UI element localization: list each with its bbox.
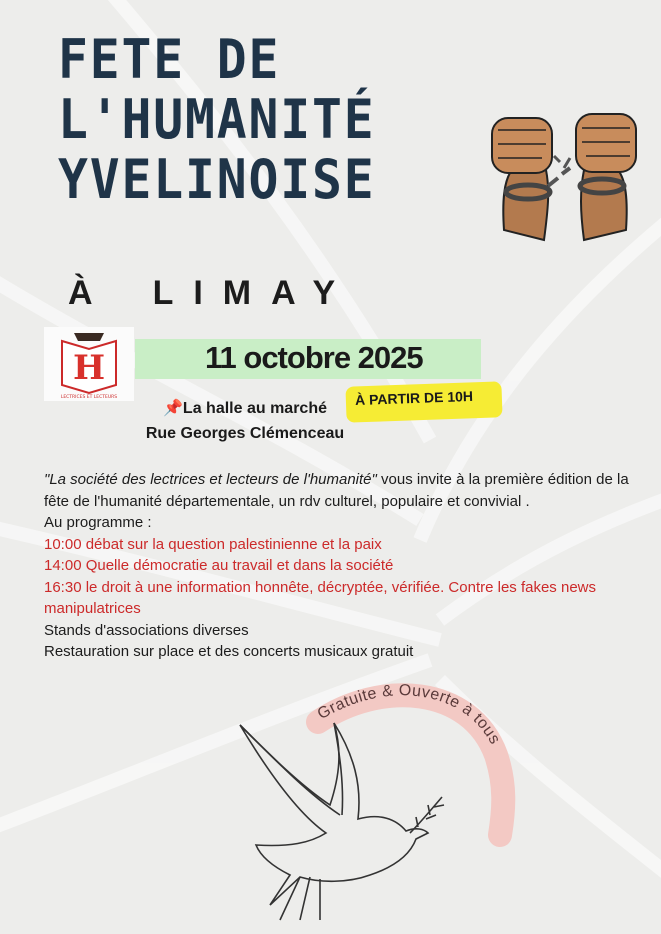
program-item: 16:30 le droit à une information honnête, décryptée, vérifiée. Contre les fakes news manipulatrices [44, 578, 596, 617]
location-line [68, 274, 355, 313]
venue-line-1: La halle au marché [182, 400, 327, 417]
time-badge: À PARTIR DE 10H [354, 387, 474, 409]
event-title [58, 30, 426, 210]
arc-text: Gratuite & Ouverte à tous [314, 682, 504, 748]
program-item: 10:00 débat sur la question palestinienne et la paix [44, 535, 382, 553]
program-heading: Au programme : [44, 514, 152, 531]
program-item: Stands d'associations diverses [44, 621, 249, 639]
event-date: 11 octobre 2025 [205, 340, 423, 375]
intro-text: vous invite à la première édition de la fête de l'humanité départementale, un rdv culturel, populaire et convivial . [44, 471, 629, 510]
program-item: Restauration sur place et des concerts musicaux gratuit [44, 643, 414, 660]
title-line-1: FETE DE [58, 28, 281, 91]
logo-letter: H [72, 348, 106, 388]
location-city: LIMAY [152, 274, 356, 312]
logo-caption: LECTRICES ET LECTEURS [60, 395, 118, 400]
title-line-2: L'HUMANITÉ [58, 88, 376, 151]
venue-line-2: Rue Georges Clémenceau [145, 425, 345, 442]
intro-quote: "La société des lectrices et lecteurs de l'humanité" [44, 471, 377, 488]
program-item: 14:00 Quelle démocratie au travail et dans la société [44, 557, 394, 574]
intro-paragraph [44, 469, 634, 512]
location-prefix: À [68, 274, 113, 312]
peace-dove-icon [230, 715, 460, 930]
broken-chains-fists-icon [484, 100, 644, 250]
pin-icon: 📌 [163, 400, 183, 417]
readers-society-logo [44, 327, 134, 401]
title-line-3: YVELINOISE [58, 148, 376, 211]
description [44, 469, 634, 663]
venue [140, 396, 350, 446]
